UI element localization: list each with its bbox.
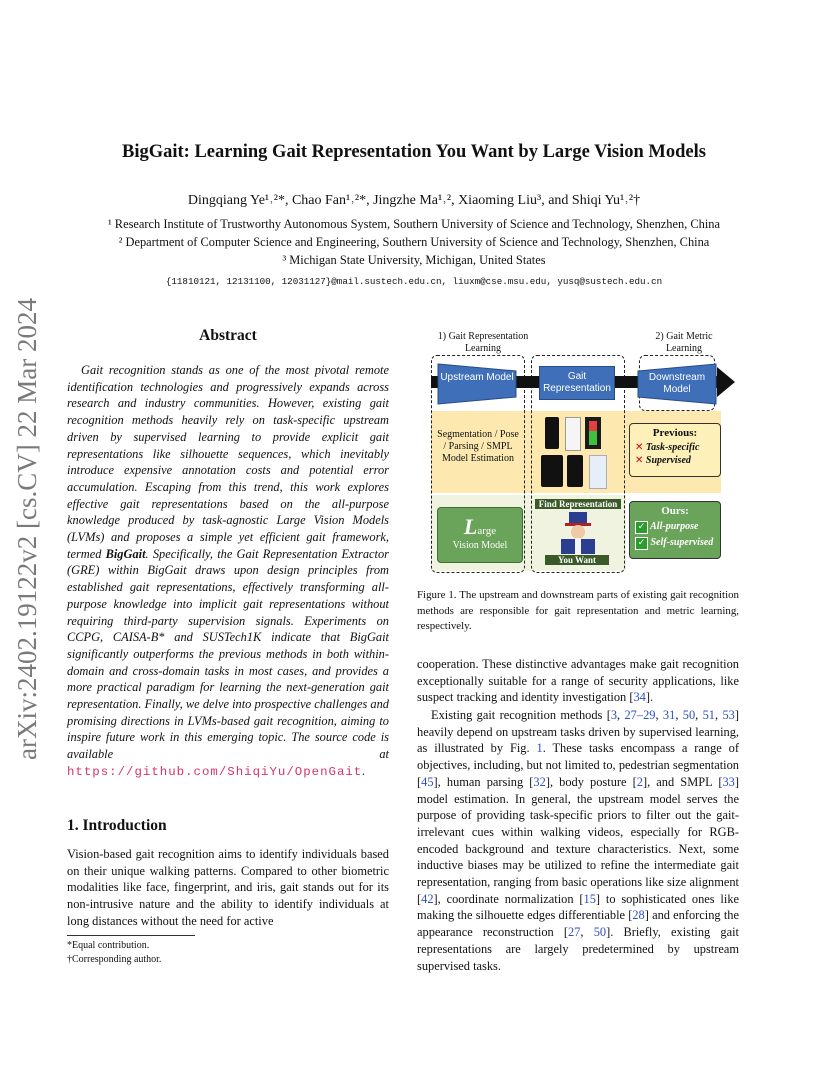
- abstract-text-2: . Specifically, the Gait Representation Extractor (GRE) within BigGait draws upon design principles from established gait representations, effectively transforming all-purpose knowledge into implicit gait representations without requiring third-party supervision signals. Experiments on CCPG, CAISA-B* and SUSTech1K indicate that BigGait significantly outperforms the previous methods in both within-domain and cross-domain tasks in most cases, and provides a more practical paradigm for learning the next-generation gait representation. Finally, we delve into prospective challenges and promising directions in LVMs-based gait recognition, aiming to inspire future work in this emerging topic. The source code is available at: [67, 546, 389, 762]
- citation-link[interactable]: 34: [633, 690, 646, 705]
- upstream-tasks-text: Segmentation / Pose / Parsing / SMPL Model Estimation: [437, 429, 519, 464]
- text-run: ].: [645, 690, 654, 705]
- ours-item-label: All-purpose: [650, 521, 699, 532]
- text-run: ], human parsing [: [433, 774, 534, 789]
- text-run: ,: [655, 708, 663, 722]
- footnote-corresponding: †Corresponding author.: [67, 954, 162, 965]
- upstream-model-label: Upstream Model: [440, 372, 514, 383]
- citation-link[interactable]: 2: [636, 774, 643, 789]
- text-run: ], coordinate normalization [: [433, 891, 584, 906]
- citation-link[interactable]: 3: [610, 708, 618, 722]
- text-run: ], body posture [: [545, 774, 637, 789]
- text-run: ]. Briefly, existing gait representations are largely predetermined by upstream supervised tasks.: [417, 925, 739, 973]
- previous-item-supervised: [635, 455, 720, 466]
- check-icon: ✓: [635, 521, 648, 534]
- citation-link[interactable]: 32: [533, 774, 546, 789]
- paper-title: BigGait: Learning Gait Representation You Want by Large Vision Models: [122, 142, 706, 162]
- figure-caption: Figure 1. The upstream and downstream parts of existing gait recognition methods are responsible for gait representation and metric learning, respectively.: [417, 589, 739, 632]
- source-code-link[interactable]: https://github.com/ShiqiYu/OpenGait: [67, 764, 363, 779]
- silhouette-thumb: [541, 455, 563, 487]
- previous-item-task-specific: [635, 442, 720, 453]
- footnote-rule: [67, 935, 195, 936]
- citation-link[interactable]: 53: [722, 708, 735, 722]
- previous-item-label: Task-specific: [645, 442, 700, 453]
- ours-card: [629, 501, 721, 559]
- citation-link[interactable]: 33: [722, 774, 735, 789]
- text-run: ] model estimation. In general, the upstream model serves the purpose of providing task-specific priors to filter out the gait-irrelevant cues within walking videos, especially for RGB-encoded background and texture characteristics. Next, some inductive biases may be utilized to refine the intermediate gait representation, ranging from basic operations like size alignment [: [417, 774, 739, 906]
- large-vision-model-box: [437, 507, 523, 563]
- lvm-suffix: arge: [477, 525, 497, 537]
- figure-1: [417, 327, 739, 577]
- you-want-label: You Want: [545, 555, 609, 565]
- lvm-initial: L: [463, 514, 478, 539]
- downstream-model-label: Downstream Model: [648, 372, 706, 395]
- affiliation-2: ² Department of Computer Science and Engineering, Southern University of Science and Technology, Shenzhen, China: [118, 235, 710, 249]
- citation-link[interactable]: 28: [632, 908, 645, 923]
- citation-link[interactable]: 50: [593, 925, 607, 940]
- abstract-end: .: [362, 763, 366, 778]
- lvm-subtitle: Vision Model: [452, 540, 508, 551]
- parsing-part: [589, 421, 597, 431]
- text-run: ,: [675, 708, 683, 722]
- citation-link[interactable]: 42: [421, 891, 434, 906]
- text-run: . These tasks encompass a range of objectives, including, but not limited to, pedestrian segmentation [: [417, 741, 740, 789]
- citation-link[interactable]: 15: [583, 891, 596, 906]
- figure-label-metric: 2) Gait Metric Learning: [655, 331, 713, 354]
- figure-reference-link[interactable]: 1: [536, 741, 543, 756]
- check-icon: ✓: [635, 537, 648, 550]
- ours-item-label: Self-supervised: [650, 537, 714, 548]
- text-run: cooperation. These distinctive advantages make gait recognition exceptionally suitable for a range of security applications, like suspect tracking and identity investigation [: [417, 657, 739, 705]
- affiliation-3: ³ Michigan State University, Michigan, United States: [282, 253, 546, 267]
- text-run: ,: [715, 708, 723, 722]
- ours-item-self-supervised: [635, 537, 720, 550]
- silhouette-grid: [541, 417, 617, 489]
- previous-title: Previous:: [652, 427, 698, 439]
- abstract-text-1: Gait recognition stands as one of the most pivotal remote identification technologies and progressively expands across research and industry communities. However, existing gait recognition methods heavily rely on task-specific upstream driven by supervised learning to provide explicit gait representations like silhouette sequences, which inevitably introduce expensive annotation costs and potential error accumulation. Escaping from this trend, this work explores effective gait representations based on the all-purpose knowledge produced by task-agnostic Large Vision Models (LVMs) and proposes a simple yet efficient gait framework, termed: [67, 363, 389, 561]
- text-run: ], and SMPL [: [642, 774, 723, 789]
- cross-icon: ✕: [635, 442, 644, 453]
- arxiv-stamp: arXiv:2402.19122v2 [cs.CV] 22 Mar 2024: [12, 298, 42, 760]
- text-run: ] to sophisticated ones like making the silhouette edges differentiable [: [417, 891, 740, 923]
- intro-heading: 1. Introduction: [67, 817, 167, 834]
- uncle-sam-illustration: [555, 512, 601, 554]
- text-run: ,: [695, 708, 703, 722]
- parsing-part: [589, 431, 597, 445]
- text-run: Existing gait recognition methods [: [431, 708, 611, 722]
- smpl-thumb: [589, 455, 607, 489]
- citation-link[interactable]: 45: [421, 774, 434, 789]
- author-list: Dingqiang Ye¹˒²*, Chao Fan¹˒²*, Jingzhe Ma¹˒², Xiaoming Liu³, and Shiqi Yu¹˒²†: [187, 193, 641, 208]
- cross-icon: ✕: [635, 455, 644, 466]
- silhouette-thumb: [567, 455, 583, 487]
- pose-thumb: [565, 417, 581, 451]
- parsing-thumb: [585, 417, 601, 449]
- text-run: ,: [580, 925, 594, 940]
- previous-card: [629, 423, 721, 477]
- previous-item-label: Supervised: [645, 455, 691, 466]
- citation-link[interactable]: 27: [568, 925, 581, 940]
- author-emails: {11810121, 12131100, 12031127}@mail.sustech.edu.cn, liuxm@cse.msu.edu, yusq@sustech.edu.cn: [165, 276, 663, 287]
- citation-link[interactable]: 50: [682, 708, 696, 722]
- abstract-heading: Abstract: [199, 327, 257, 344]
- text-run: ,: [617, 708, 625, 722]
- figure-label-representation: 1) Gait Representation Learning: [437, 331, 529, 354]
- text-run: ] heavily depend on upstream tasks driven by supervised learning, as illustrated by Fig.: [417, 708, 739, 756]
- footnote-equal: *Equal contribution.: [67, 940, 150, 951]
- text-run: ] and enforcing the appearance reconstruction [: [417, 908, 739, 940]
- citation-link[interactable]: 27: [624, 708, 637, 722]
- find-representation-label: Find Representation: [535, 499, 621, 509]
- lvm-title: [438, 514, 522, 540]
- citation-link[interactable]: 29: [643, 708, 656, 722]
- abstract-bold-term: BigGait: [105, 546, 146, 561]
- abstract-body: [67, 362, 389, 781]
- intro-paragraph: Vision-based gait recognition aims to identify individuals based on their unique walking patterns. Compared to other biometric modalities like face, fingerprint, and iris, gait stands out for its non-intrusive nature and the ability to identify individuals at long distances without the need for active: [67, 847, 389, 928]
- right-paragraph-1: [417, 656, 739, 706]
- affiliation-1: ¹ Research Institute of Trustworthy Autonomous System, Southern University of Science and Technology, Shenzhen, China: [108, 217, 720, 231]
- upstream-model-shape: [437, 363, 517, 405]
- citation-link[interactable]: 51: [702, 708, 715, 722]
- silhouette-thumb: [545, 417, 559, 449]
- ours-title: Ours:: [661, 505, 689, 517]
- citation-link[interactable]: 31: [662, 708, 676, 722]
- citation-link[interactable]: –: [636, 708, 644, 722]
- ours-item-all-purpose: [635, 521, 720, 534]
- right-paragraph-2: [417, 707, 739, 974]
- gait-representation-box: Gait Representation: [539, 366, 615, 400]
